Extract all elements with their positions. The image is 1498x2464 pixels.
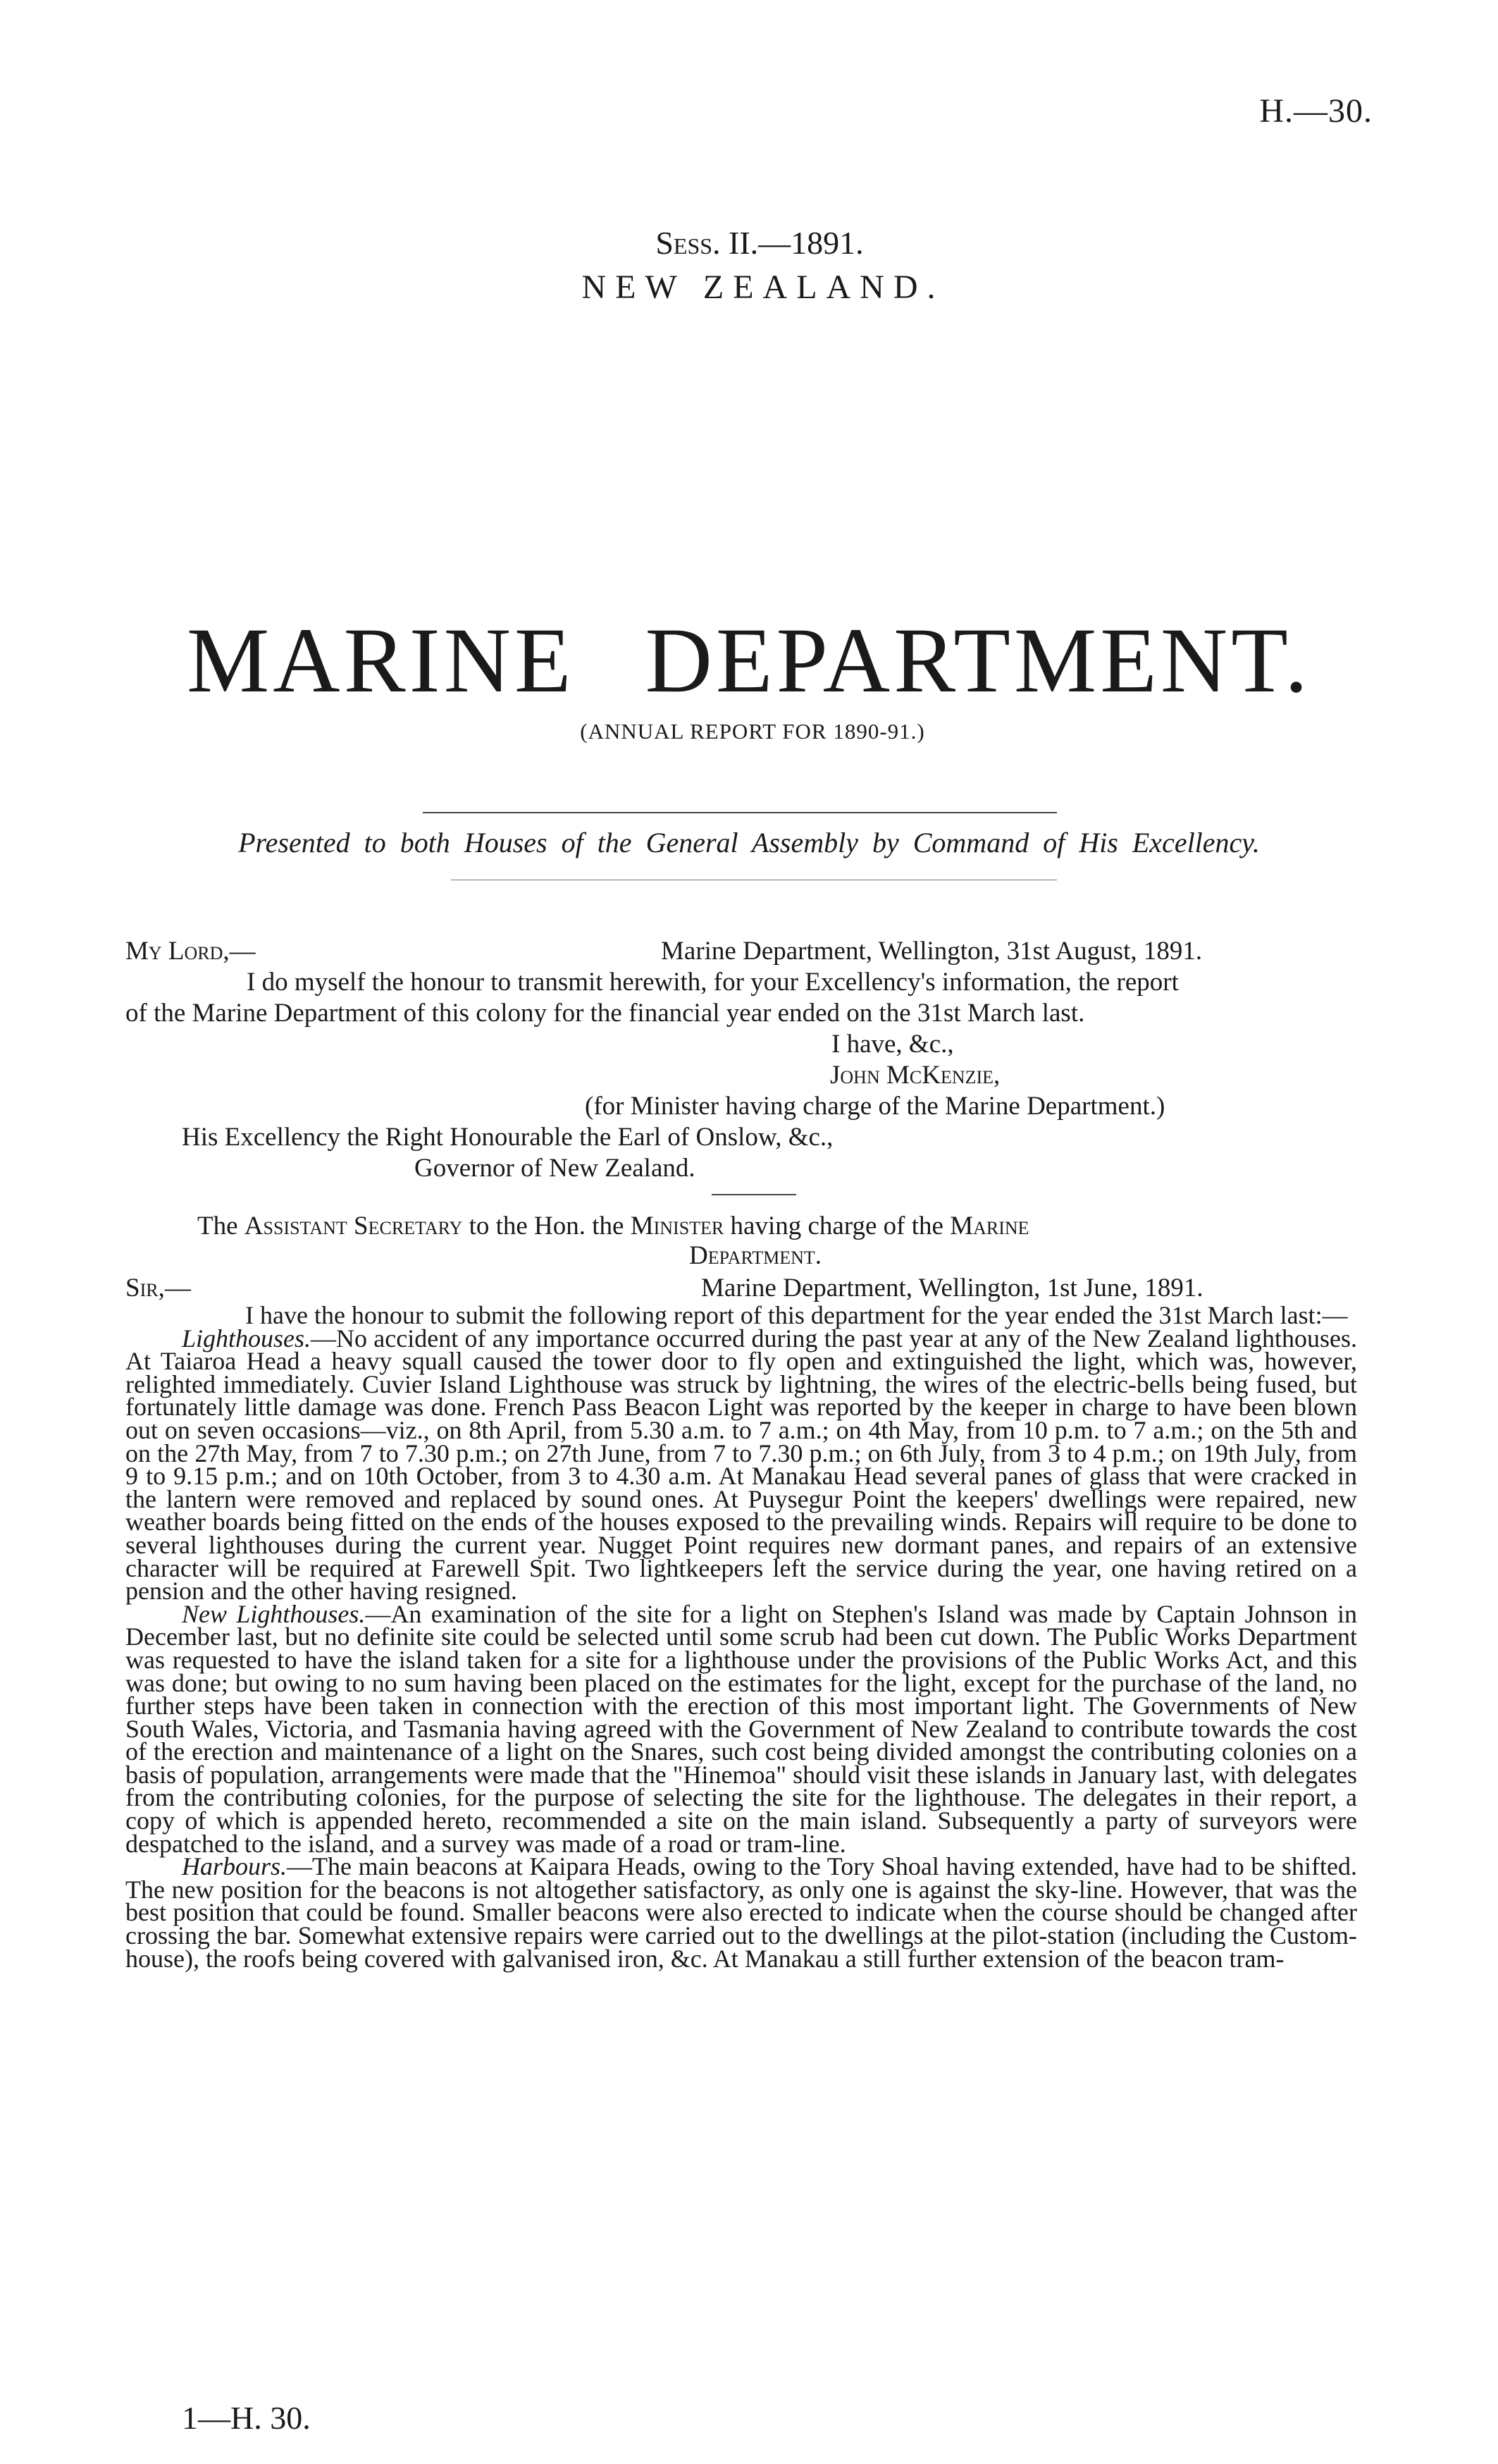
- lighthouses-heading: Lighthouses.: [182, 1324, 311, 1353]
- harbours-heading: Harbours.: [182, 1852, 287, 1881]
- title-word-1: MARINE: [186, 608, 575, 712]
- letter1-closing: I have, &c.,: [831, 1030, 954, 1059]
- letter1-addressee1: His Excellency the Right Honourable the Earl of Onslow, &c.,: [182, 1123, 834, 1152]
- report-intro: I have the honour to submit the following report of this department for the year ended the 31st March last:—: [245, 1301, 1348, 1329]
- page-subtitle: (ANNUAL REPORT FOR 1890-91.): [580, 719, 925, 744]
- letter1-signature: John McKenzie,: [830, 1061, 1001, 1090]
- country-heading: NEW ZEALAND.: [581, 269, 945, 306]
- new-lighthouses-heading: New Lighthouses.: [182, 1599, 366, 1628]
- new-lighthouses-paragraph: New Lighthouses.—An examination of the site for a light on Stephen's Island was made by Captain Johnson in December last, but no definite site could be selected until some scrub had been cut down. The Public Works Department was requested to have the island taken for a site for a lighthouse under the provisions of the Public Works Act, and this was done; but owing to no sum having been placed on the estimates for the light, except for the purchase of the land, no further steps have been taken in connection with the erection of this most important light. The Governments of New South Wales, Victoria, and Tasmania having agreed with the Government of New Zealand to contribute towards the cost of the erection and maintenance of a light on the Snares, such cost being divided amongst the contributing colonies on a basis of population, arrangements were made that the "Hinemoa" should visit these islands in January last, with delegates from the contributing colonies, for the purpose of selecting the site for the lighthouse. The delegates in their report, a copy of which is appended hereto, recommended a site on the main island. Subsequently a party of surveyors were despatched to the island, and a survey was made of a road or tram-line.: [125, 1599, 1358, 1858]
- page-footer: 1—H. 30.: [182, 2400, 311, 2436]
- presented-line: Presented to both Houses of the General Assembly by Command of His Excellency.: [238, 827, 1260, 858]
- session-label: Sess.: [655, 225, 721, 261]
- letter2-address-line2: Department.: [689, 1241, 822, 1270]
- divider-letters: [712, 1194, 796, 1195]
- report-body: [125, 1301, 1358, 1973]
- page-title: [0, 606, 1498, 714]
- letter2-salutation: Sir,—: [125, 1274, 191, 1302]
- letter2-dateline: Marine Department, Wellington, 1st June, 1891.: [701, 1274, 1203, 1302]
- letter1-addressee2: Governor of New Zealand.: [414, 1154, 695, 1183]
- letter1-line1: I do myself the honour to transmit herewith, for your Excellency's information, the report: [247, 968, 1179, 997]
- letter1-capacity: (for Minister having charge of the Marine Department.): [585, 1092, 1165, 1121]
- harbours-paragraph: Harbours.—The main beacons at Kaipara Heads, owing to the Tory Shoal having extended, have had to be shifted. The new position for the beacons is not altogether satisfactory, as only one is against the sky-line. However, that was the best position that could be found. Smaller beacons were also erected to indicate when the course should be changed after crossing the bar. Somewhat extensive repairs were carried out to the dwellings at the pilot-station (including the Custom-house), the roofs being covered with galvanised iron, &c. At Manakau a still further extension of the beacon tram-: [125, 1852, 1357, 1973]
- divider-top: [423, 812, 1057, 813]
- session-line: [0, 224, 1498, 261]
- document-reference: H.—30.: [1259, 92, 1373, 130]
- letter1-line2: of the Marine Department of this colony for the financial year ended on the 31st March last.: [125, 999, 1085, 1028]
- letter2-address-line1: The Assistant Secretary to the Hon. the Minister having charge of the Marine: [197, 1212, 1029, 1240]
- letter1-salutation: My Lord,—: [125, 937, 256, 966]
- session-number: II.—1891.: [729, 225, 864, 261]
- title-word-2: DEPARTMENT.: [645, 608, 1312, 712]
- lighthouses-paragraph: Lighthouses.—No accident of any importance occurred during the past year at any of the New Zealand lighthouses. At Taiaroa Head a heavy squall caused the tower door to fly open and extinguished the light, which was, however, relighted immediately. Cuvier Island Lighthouse was struck by lightning, the wires of the electric-bells being fused, but fortunately little damage was done. French Pass Beacon Light was reported by the keeper in charge to have been blown out on seven occasions—viz., on 8th April, from 5.30 a.m. to 7 a.m.; on 4th May, from 10 p.m. to 7 a.m.; on the 5th and on the 27th May, from 7 to 7.30 p.m.; on 27th June, from 7 to 7.30 p.m.; on 6th July, from 3 to 4 p.m.; on 19th July, from 9 to 9.15 p.m.; and on 10th October, from 3 to 4.30 a.m. At Manakau Head several panes of glass that were cracked in the lantern were removed and replaced by sound ones. At Puysegur Point the keepers' dwellings were repaired, new weather boards being fitted on the ends of the houses exposed to the prevailing winds. Repairs will require to be done to several lighthouses during the current year. Nugget Point requires new dormant panes, and repairs of an extensive character will be required at Farewell Spit. Two lightkeepers left the service during the year, one having retired on a pension and the other having resigned.: [125, 1324, 1357, 1606]
- letter1-dateline: Marine Department, Wellington, 31st August, 1891.: [661, 937, 1203, 966]
